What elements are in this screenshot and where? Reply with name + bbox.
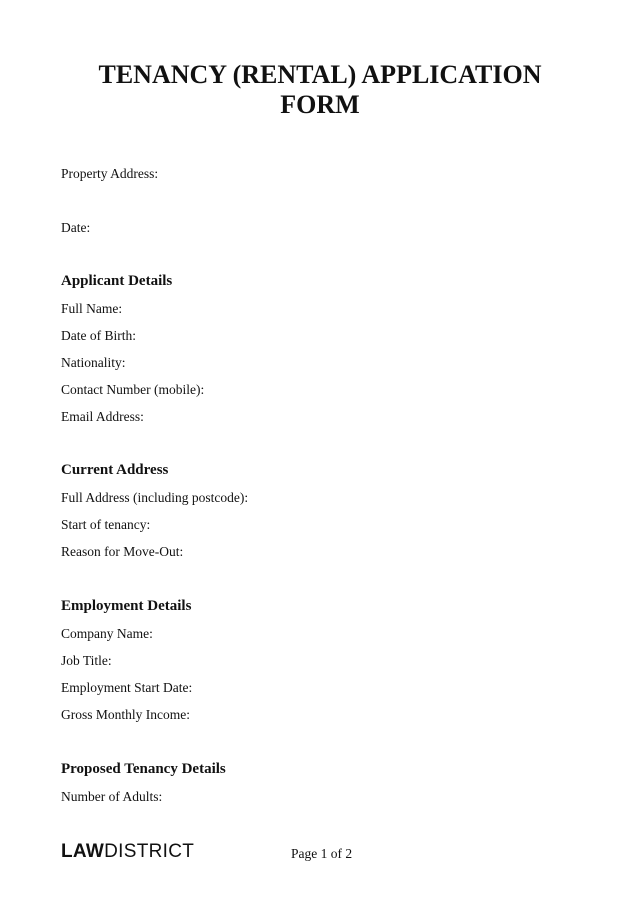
- property-address-label: Property Address:: [61, 166, 159, 181]
- title-line-1: TENANCY (RENTAL) APPLICATION: [98, 60, 542, 89]
- section-heading-current-address: Current Address: [61, 462, 169, 478]
- field-start-of-tenancy: Start of tenancy:: [61, 517, 151, 532]
- field-job-title: Job Title:: [61, 653, 112, 668]
- logo-text-district: DISTRICT: [104, 841, 195, 862]
- page-number: Page 1 of 2: [291, 846, 353, 861]
- section-heading-employment: Employment Details: [61, 598, 192, 614]
- section-heading-proposed-tenancy: Proposed Tenancy Details: [61, 761, 226, 777]
- section-heading-applicant: Applicant Details: [61, 273, 173, 289]
- title-line-2: FORM: [280, 90, 360, 119]
- field-company-name: Company Name:: [61, 626, 153, 641]
- field-reason-for-move-out: Reason for Move-Out:: [61, 544, 184, 559]
- field-date-of-birth: Date of Birth:: [61, 328, 136, 343]
- logo-text-law: LAW: [61, 841, 105, 862]
- field-employment-start-date: Employment Start Date:: [61, 680, 193, 695]
- field-gross-monthly-income: Gross Monthly Income:: [61, 707, 190, 722]
- field-contact-number: Contact Number (mobile):: [61, 382, 205, 397]
- field-full-address: Full Address (including postcode):: [61, 490, 249, 505]
- field-number-of-adults: Number of Adults:: [61, 789, 163, 804]
- date-label: Date:: [61, 220, 91, 235]
- lawdistrict-logo: [61, 841, 194, 863]
- field-full-name: Full Name:: [61, 301, 123, 316]
- document-title: [0, 60, 640, 120]
- field-nationality: Nationality:: [61, 355, 126, 370]
- field-email-address: Email Address:: [61, 409, 144, 424]
